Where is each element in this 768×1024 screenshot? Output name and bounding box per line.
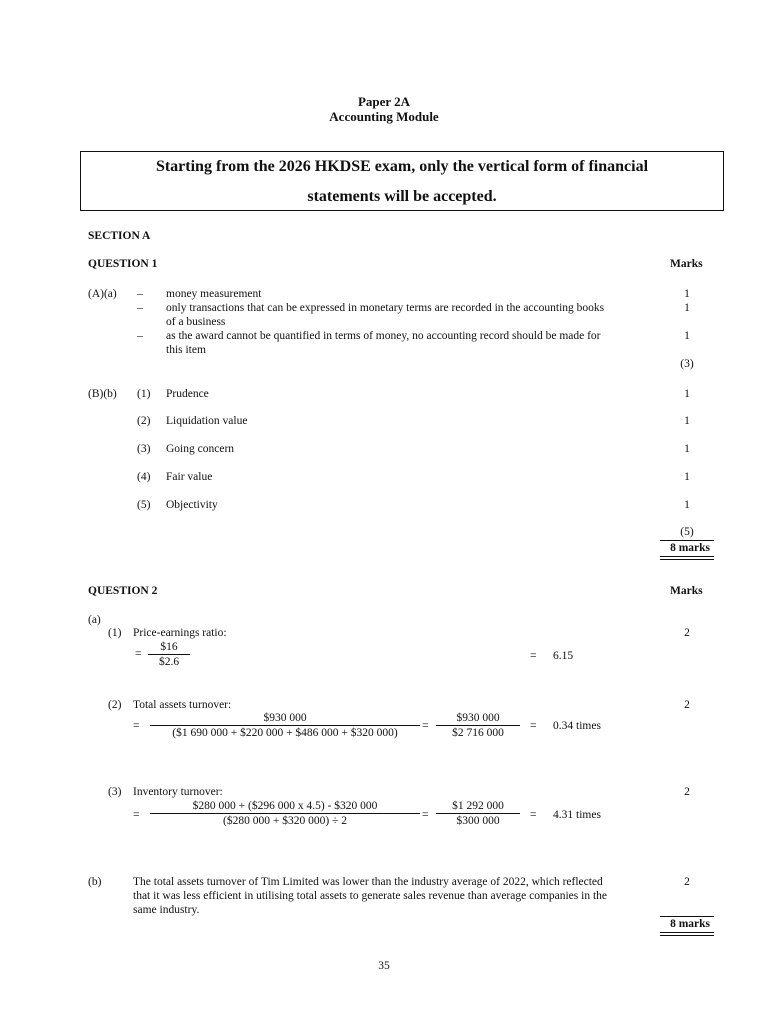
- section-heading: SECTION A: [88, 230, 151, 242]
- q1-a-dash-3: –: [137, 330, 143, 342]
- q2-pe-denominator: $2.6: [158, 656, 180, 668]
- q1-b-mark-3: 1: [684, 443, 690, 455]
- q2-ta-eq2: =: [422, 720, 429, 732]
- q2-pe-num: (1): [108, 627, 122, 639]
- q1-b-num-5: (5): [137, 499, 151, 511]
- module-title: Accounting Module: [329, 109, 439, 124]
- q2-inv-numerator-2: $1 292 000: [436, 800, 520, 814]
- q2-pe-mark: 2: [684, 627, 690, 639]
- q1-marks-header: Marks: [670, 258, 703, 270]
- q1-a-item-3: as the award cannot be quantified in terms of money, no accounting record should be made for: [166, 330, 601, 342]
- q2-b-line-1: The total assets turnover of Tim Limited was lower than the industry average of 2022, which reflected: [133, 876, 603, 888]
- q2-inv-label: Inventory turnover:: [133, 786, 223, 798]
- q2-inv-mark: 2: [684, 786, 690, 798]
- q1-a-mark-2: 1: [684, 302, 690, 314]
- q2-pe-eq: =: [135, 648, 142, 660]
- q1-b-mark-2: 1: [684, 415, 690, 427]
- q2-ta-eq: =: [133, 720, 140, 732]
- q2-ta-denominator-2: $2 716 000: [452, 727, 504, 739]
- q1-part-b-label: (B)(b): [88, 388, 117, 400]
- q2-pe-label: Price-earnings ratio:: [133, 627, 227, 639]
- q2-inv-eq2: =: [422, 809, 429, 821]
- q2-ta-fraction: [150, 712, 420, 739]
- q1-part-a-label: (A)(a): [88, 288, 117, 300]
- q2-part-b-label: (b): [88, 876, 102, 888]
- q2-inv-denominator-2: $300 000: [456, 815, 500, 827]
- q2-inv-eq3: =: [530, 809, 537, 821]
- q1-a-dash-2: –: [137, 302, 143, 314]
- q1-b-item-4: Fair value: [166, 471, 213, 483]
- q1-b-mark-4: 1: [684, 471, 690, 483]
- q2-ta-numerator: $930 000: [150, 712, 420, 726]
- q1-b-num-2: (2): [137, 415, 151, 427]
- notice-line-2: statements will be accepted.: [307, 188, 497, 205]
- q2-b-mark: 2: [684, 876, 690, 888]
- q2-inv-num: (3): [108, 786, 122, 798]
- q1-b-subtotal: (5): [680, 526, 694, 538]
- q1-title: QUESTION 1: [88, 258, 158, 270]
- notice-line-1: Starting from the 2026 HKDSE exam, only the vertical form of financial: [155, 158, 649, 175]
- q1-total: 8 marks: [670, 542, 710, 554]
- q2-inv-numerator: $280 000 + ($296 000 x 4.5) - $320 000: [150, 800, 420, 814]
- paper-title: Paper 2A: [357, 94, 411, 109]
- q2-b-line-3: same industry.: [133, 904, 200, 916]
- q1-total-rule: [660, 540, 714, 541]
- q2-ta-num: (2): [108, 699, 122, 711]
- q1-a-mark-3: 1: [684, 330, 690, 342]
- q1-a-dash-1: –: [137, 288, 143, 300]
- q1-b-item-1: Prudence: [166, 388, 209, 400]
- q2-inv-fraction: [150, 800, 420, 827]
- q2-ta-fraction-2: [436, 712, 520, 739]
- q1-b-num-1: (1): [137, 388, 151, 400]
- q1-total-double-rule: [660, 556, 714, 560]
- q2-pe-result: 6.15: [553, 650, 574, 662]
- q1-a-item-1: money measurement: [166, 288, 262, 300]
- q1-b-num-3: (3): [137, 443, 151, 455]
- q2-ta-label: Total assets turnover:: [133, 699, 232, 711]
- q2-marks-header: Marks: [670, 585, 703, 597]
- q1-a-subtotal: (3): [680, 358, 694, 370]
- q2-total-double-rule: [660, 932, 714, 936]
- q2-pe-fraction: [148, 641, 190, 668]
- q2-inv-eq: =: [133, 809, 140, 821]
- q1-a-mark-1: 1: [684, 288, 690, 300]
- q1-b-item-5: Objectivity: [166, 499, 218, 511]
- q1-a-item-2-cont: of a business: [166, 316, 226, 328]
- q1-a-item-2: only transactions that can be expressed in monetary terms are recorded in the accounting books: [166, 302, 605, 314]
- q2-ta-eq3: =: [530, 720, 537, 732]
- q2-ta-result: 0.34 times: [553, 720, 601, 732]
- q2-inv-fraction-2: [436, 800, 520, 827]
- q2-inv-denominator: ($280 000 + $320 000) ÷ 2: [223, 815, 347, 827]
- q2-inv-result: 4.31 times: [553, 809, 601, 821]
- q2-pe-numerator: $16: [148, 641, 190, 655]
- q2-ta-denominator: ($1 690 000 + $220 000 + $486 000 + $320 000): [172, 727, 398, 739]
- q2-total-rule: [660, 916, 714, 917]
- q1-a-item-3-cont: this item: [166, 344, 206, 356]
- q2-pe-eq2: =: [530, 650, 537, 662]
- q1-b-item-2: Liquidation value: [166, 415, 248, 427]
- q2-title: QUESTION 2: [88, 585, 158, 597]
- q2-ta-mark: 2: [684, 699, 690, 711]
- q1-b-mark-1: 1: [684, 388, 690, 400]
- notice-box: [80, 151, 724, 211]
- q2-part-a-label: (a): [88, 614, 101, 626]
- q1-b-item-3: Going concern: [166, 443, 235, 455]
- q2-b-line-2: that it was less efficient in utilising total assets to generate sales revenue than average companies in the: [133, 890, 608, 902]
- q1-b-num-4: (4): [137, 471, 151, 483]
- page-number: 35: [378, 960, 390, 972]
- q2-ta-numerator-2: $930 000: [436, 712, 520, 726]
- q1-b-mark-5: 1: [684, 499, 690, 511]
- q2-total: 8 marks: [670, 918, 710, 930]
